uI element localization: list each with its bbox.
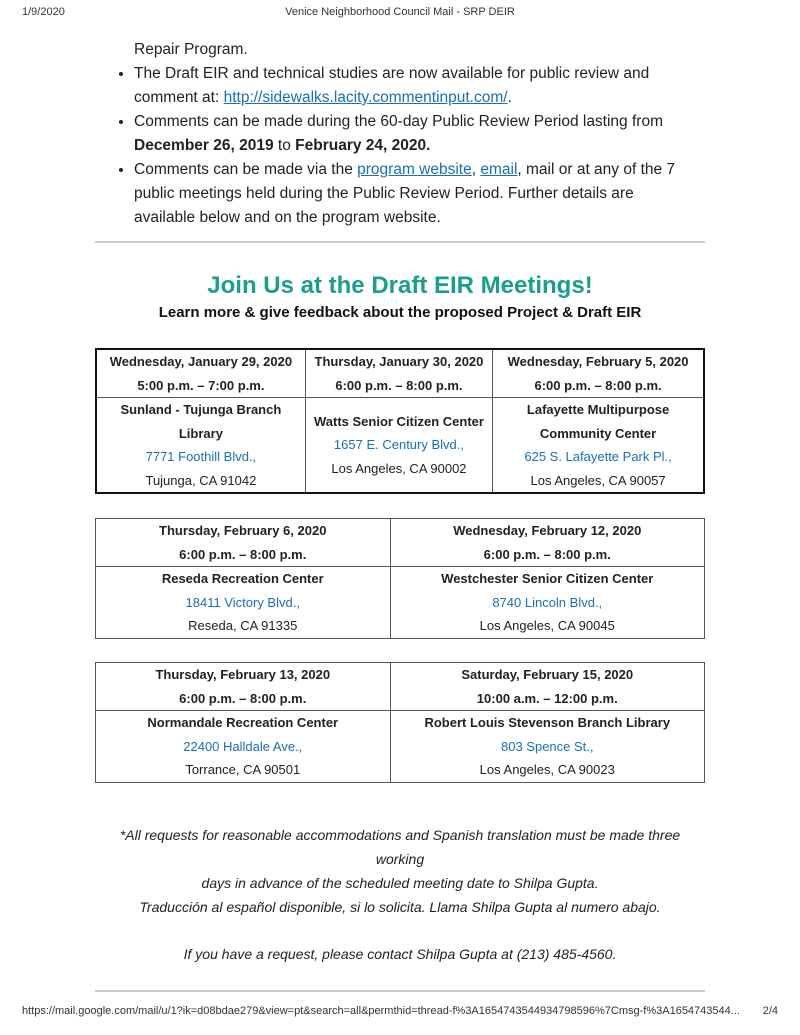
accommodation-note: *All requests for reasonable accommodations and Spanish translation must be made three working days in advance of the scheduled meeting date to Shilpa Gupta. (119, 827, 681, 891)
table-row (96, 711, 705, 783)
divider-top (95, 241, 705, 243)
page-number: 2/4 (762, 1005, 778, 1017)
meeting-date-time: Thursday, February 13, 2020 6:00 p.m. – 8:00 p.m. (96, 663, 391, 711)
bullet-review-period: • Comments can be made during the 60-day Public Review Period lasting from December 26, 2019 to February 24, 2020. (134, 110, 695, 158)
table-row (96, 663, 705, 711)
divider-bottom (95, 990, 705, 992)
meeting-location: Sunland - Tujunga Branch Library 7771 Foothill Blvd., Tujunga, CA 91042 (96, 398, 305, 494)
review-start-date: December 26, 2019 (134, 137, 274, 154)
address-link[interactable]: 18411 Victory Blvd., (185, 594, 300, 610)
meetings-table-3 (95, 662, 705, 783)
bullet-comment-channels: • Comments can be made via the program website, email, mail or at any of the 7 public meetings held during the Public Review Period. Further details are available below and on the program website. (134, 158, 695, 230)
section-title: Join Us at the Draft EIR Meetings! (207, 272, 593, 299)
meeting-date-time: Wednesday, January 29, 2020 5:00 p.m. – 7:00 p.m. (96, 349, 305, 398)
address-link[interactable]: 625 S. Lafayette Park Pl., (524, 449, 672, 464)
meeting-location: Watts Senior Citizen Center 1657 E. Century Blvd., Los Angeles, CA 90002 (305, 398, 492, 494)
meeting-location: Westchester Senior Citizen Center 8740 Lincoln Blvd., Los Angeles, CA 90045 (390, 567, 705, 639)
program-website-link[interactable]: program website (357, 161, 472, 178)
meeting-date-time: Saturday, February 15, 2020 10:00 a.m. – 12:00 p.m. (390, 663, 704, 711)
meeting-date-time: Thursday, January 30, 2020 6:00 p.m. – 8:00 p.m. (305, 349, 492, 398)
meetings-table-1 (95, 348, 705, 494)
table-row (96, 519, 705, 567)
spanish-note: Traducción al español disponible, si lo solicita. Llama Shilpa Gupta al numero abajo. (139, 899, 661, 915)
address-link[interactable]: 7771 Foothill Blvd., (145, 449, 257, 464)
section-subtitle: Learn more & give feedback about the proposed Project & Draft EIR (158, 304, 642, 321)
contact-note: If you have a request, please contact Shilpa Gupta at (213) 485-4560. (183, 946, 617, 962)
bullet-continuation: Repair Program. (134, 41, 248, 58)
meeting-location: Lafayette Multipurpose Community Center 625 S. Lafayette Park Pl., Los Angeles, CA 90057 (493, 398, 704, 494)
meeting-date-time: Thursday, February 6, 2020 6:00 p.m. – 8:00 p.m. (96, 519, 391, 567)
footer-url: https://mail.google.com/mail/u/1?ik=d08bdae279&view=pt&search=all&permthid=thread-f%3A1654743544934798596%7Cmsg-f%3A1654743544... (22, 1005, 740, 1017)
review-end-date: February 24, 2020. (295, 137, 431, 154)
table-row (96, 398, 704, 494)
bullet-draft-eir: • The Draft EIR and technical studies are now available for public review and comment at: http://sidewalks.lacity.commentinput.com/. (134, 62, 695, 110)
bullet-list (115, 38, 695, 230)
address-link[interactable]: 22400 Halldale Ave., (183, 738, 303, 754)
print-date: 1/9/2020 (22, 6, 65, 18)
comment-input-link[interactable]: http://sidewalks.lacity.commentinput.com/ (223, 89, 508, 106)
meeting-location: Reseda Recreation Center 18411 Victory Blvd., Reseda, CA 91335 (96, 567, 391, 639)
address-link[interactable]: 803 Spence St., (501, 738, 594, 754)
table-row (96, 349, 704, 398)
meeting-date-time: Wednesday, February 12, 2020 6:00 p.m. – 8:00 p.m. (390, 519, 705, 567)
address-link[interactable]: 8740 Lincoln Blvd., (492, 594, 603, 610)
table-row (96, 567, 705, 639)
meeting-date-time: Wednesday, February 5, 2020 6:00 p.m. – 8:00 p.m. (493, 349, 704, 398)
email-link[interactable]: email (480, 161, 518, 178)
address-link[interactable]: 1657 E. Century Blvd., (333, 437, 464, 453)
meeting-location: Robert Louis Stevenson Branch Library 803 Spence St., Los Angeles, CA 90023 (390, 711, 704, 783)
meeting-location: Normandale Recreation Center 22400 Halldale Ave., Torrance, CA 90501 (96, 711, 391, 783)
print-title: Venice Neighborhood Council Mail - SRP DEIR (285, 6, 515, 18)
meetings-table-2 (95, 518, 705, 639)
